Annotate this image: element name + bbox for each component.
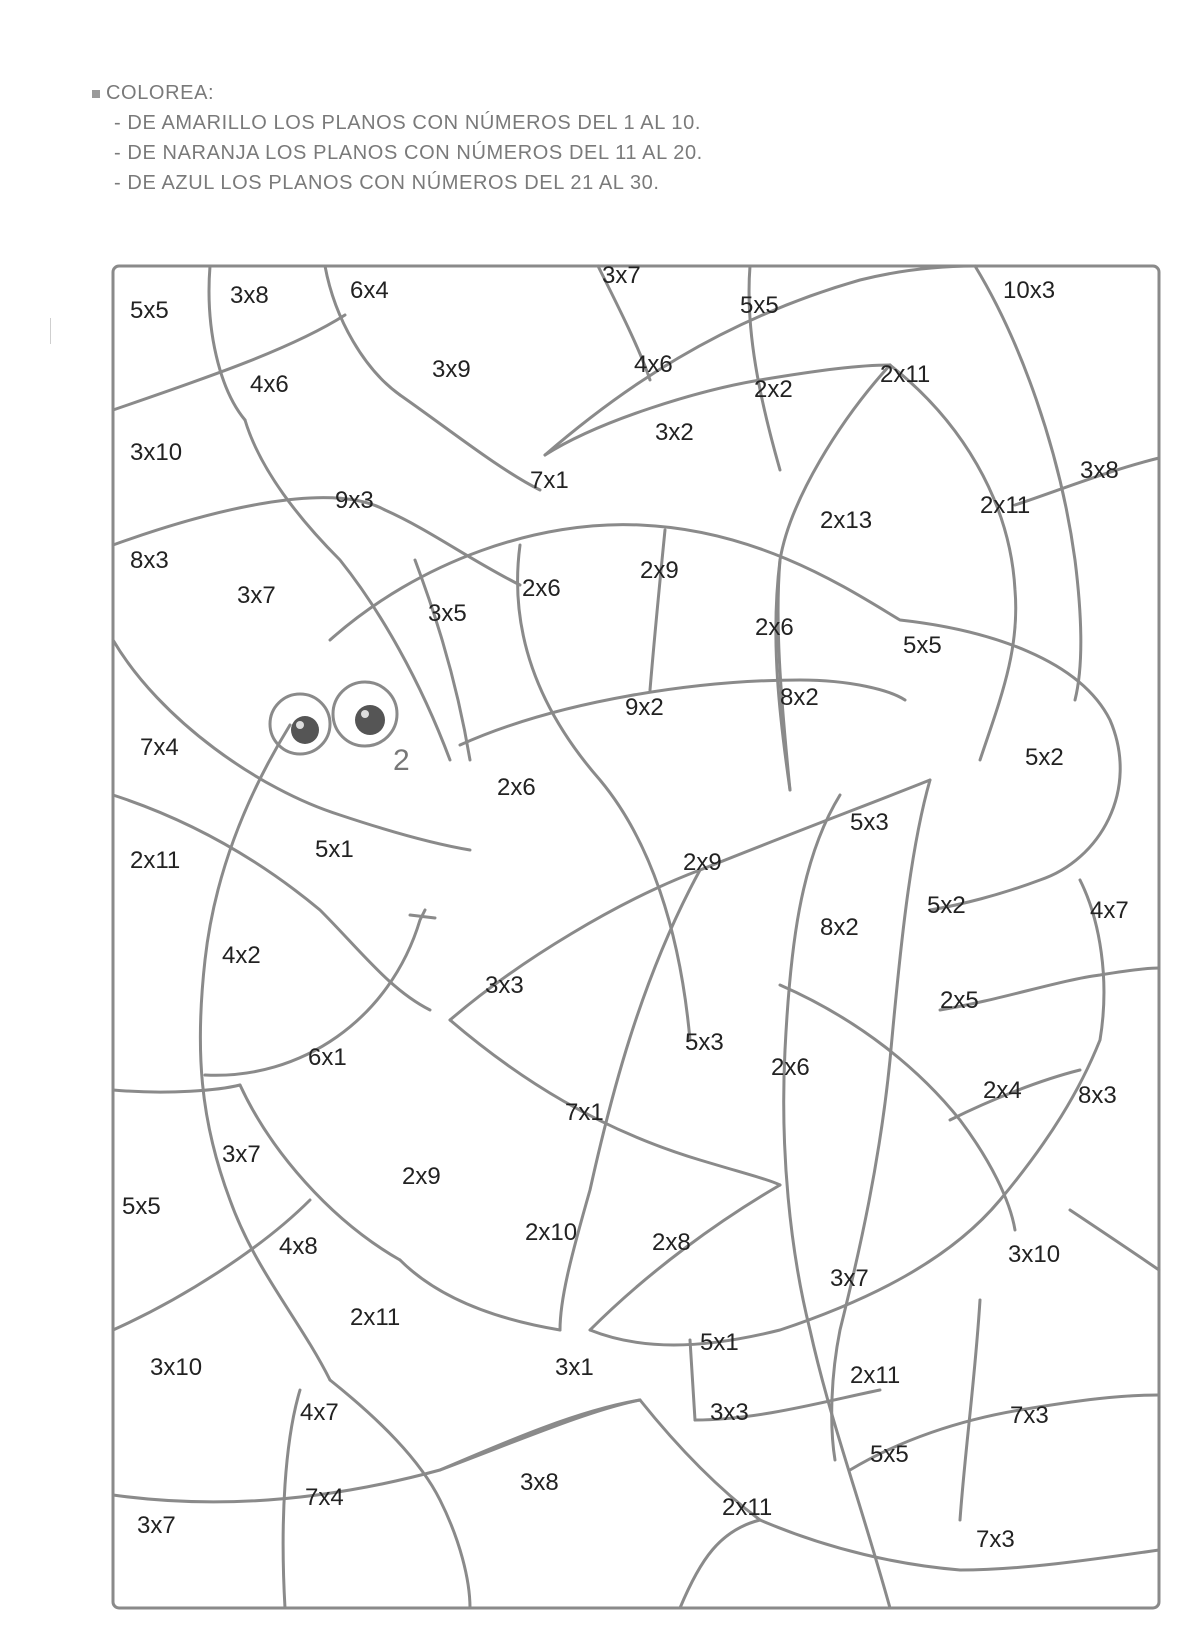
region-label: 2x11: [130, 847, 181, 874]
region-label: 2x9: [640, 557, 679, 584]
region-label: 2x11: [350, 1304, 401, 1331]
region-label: 9x2: [625, 694, 664, 721]
divider-line: [1070, 1210, 1159, 1270]
divider-line: [518, 545, 690, 1040]
region-label: 5x1: [700, 1329, 739, 1356]
region-label: 8x3: [1078, 1082, 1117, 1109]
region-label: 3x10: [150, 1354, 203, 1381]
region-label: 7x4: [140, 734, 179, 761]
right-eye-highlight: [361, 710, 369, 718]
region-label: 10x3: [1003, 277, 1056, 304]
region-label: 3x7: [222, 1141, 261, 1168]
region-label: 5x1: [315, 836, 354, 863]
region-label: 3x10: [1008, 1241, 1061, 1268]
region-label: 7x1: [565, 1099, 604, 1126]
region-label: 4x7: [1090, 897, 1129, 924]
region-label: 4x6: [250, 371, 289, 398]
left-eye-pupil: [291, 716, 319, 744]
fish-eyes: [270, 682, 397, 754]
divider-line: [240, 1085, 400, 1260]
divider-line: [400, 395, 540, 490]
region-label: 5x5: [740, 292, 779, 319]
divider-line: [690, 1340, 695, 1420]
divider-line: [113, 1400, 640, 1502]
region-label: 5x5: [130, 297, 169, 324]
region-label: 2x8: [652, 1229, 691, 1256]
region-label: 5x5: [122, 1193, 161, 1220]
divider-line: [450, 1020, 780, 1185]
region-label: 7x1: [530, 467, 569, 494]
divider-line: [330, 1380, 470, 1608]
region-label: 3x7: [830, 1265, 869, 1292]
divider-line: [113, 498, 520, 585]
region-label: 4x6: [634, 351, 673, 378]
divider-line: [832, 780, 930, 1460]
region-label: 2x11: [880, 361, 931, 388]
region-label: 2x9: [683, 849, 722, 876]
region-label: 8x2: [780, 684, 819, 711]
region-label: 6x4: [350, 277, 389, 304]
hidden-number-mark: 2: [393, 744, 410, 777]
region-label: 2x6: [522, 575, 561, 602]
region-label: 8x2: [820, 914, 859, 941]
region-label: 3x2: [655, 419, 694, 446]
region-label: 7x4: [305, 1484, 344, 1511]
region-label: 3x8: [520, 1469, 559, 1496]
region-label: 4x7: [300, 1399, 339, 1426]
region-label: 5x5: [903, 632, 942, 659]
region-label: 2x6: [771, 1054, 810, 1081]
instruction-yellow: - DE AMARILLO LOS PLANOS CON NÚMEROS DEL 1 AL 10.: [114, 112, 701, 134]
region-label: 2x5: [940, 987, 979, 1014]
instruction-orange: - DE NARANJA LOS PLANOS CON NÚMEROS DEL 11 AL 20.: [114, 142, 703, 164]
instruction-blue: - DE AZUL LOS PLANOS CON NÚMEROS DEL 21 AL 30.: [114, 172, 660, 194]
region-label: 2x4: [983, 1077, 1022, 1104]
region-label: 3x7: [137, 1512, 176, 1539]
region-label: 2x11: [980, 492, 1031, 519]
region-label: 2x6: [497, 774, 536, 801]
region-label: 7x3: [976, 1526, 1015, 1553]
region-label: 7x3: [1010, 1402, 1049, 1429]
smile-tick: [410, 915, 435, 918]
region-label: 3x3: [485, 972, 524, 999]
region-label: 5x2: [927, 892, 966, 919]
region-label: 8x3: [130, 547, 169, 574]
region-label: 5x5: [870, 1441, 909, 1468]
left-eye-highlight: [296, 721, 304, 729]
divider-line: [113, 1085, 240, 1092]
region-label: 3x7: [237, 582, 276, 609]
divider-line: [650, 530, 665, 690]
instructions-heading-text: COLOREA:: [106, 82, 215, 104]
outer-frame: [113, 266, 1159, 1608]
divider-line: [890, 365, 1016, 760]
region-label: 2x11: [850, 1362, 901, 1389]
region-label: 2x11: [722, 1494, 773, 1521]
region-label: 4x8: [279, 1233, 318, 1260]
divider-line: [776, 365, 890, 790]
divider-line: [545, 365, 890, 455]
region-label: 3x8: [1080, 457, 1119, 484]
region-label: 9x3: [335, 487, 374, 514]
divider-line: [960, 1300, 980, 1520]
region-label: 5x3: [850, 809, 889, 836]
region-label: 2x10: [525, 1219, 578, 1246]
divider-line: [680, 1520, 760, 1608]
region-label: 3x5: [428, 600, 467, 627]
region-label: 5x2: [1025, 744, 1064, 771]
region-label: 2x13: [820, 507, 873, 534]
region-label: 2x6: [755, 614, 794, 641]
divider-line: [415, 560, 470, 760]
divider-line: [460, 680, 905, 745]
divider-line: [975, 266, 1081, 700]
region-label: 3x10: [130, 439, 183, 466]
region-label: 3x1: [555, 1354, 594, 1381]
region-label: 2x9: [402, 1163, 441, 1190]
region-label: 3x7: [602, 262, 641, 289]
region-labels: [122, 262, 1129, 1553]
right-eye-pupil: [355, 705, 385, 735]
region-label: 4x2: [222, 942, 261, 969]
region-label: 5x3: [685, 1029, 724, 1056]
region-label: 6x1: [308, 1044, 347, 1071]
region-label: 3x9: [432, 356, 471, 383]
region-label: 2x2: [754, 376, 793, 403]
region-label: 3x3: [710, 1399, 749, 1426]
region-lines: [113, 266, 1159, 1608]
divider-line: [400, 1260, 560, 1330]
divider-line: [590, 1185, 780, 1330]
region-label: 3x8: [230, 282, 269, 309]
fish-body-outline: [330, 525, 1120, 910]
